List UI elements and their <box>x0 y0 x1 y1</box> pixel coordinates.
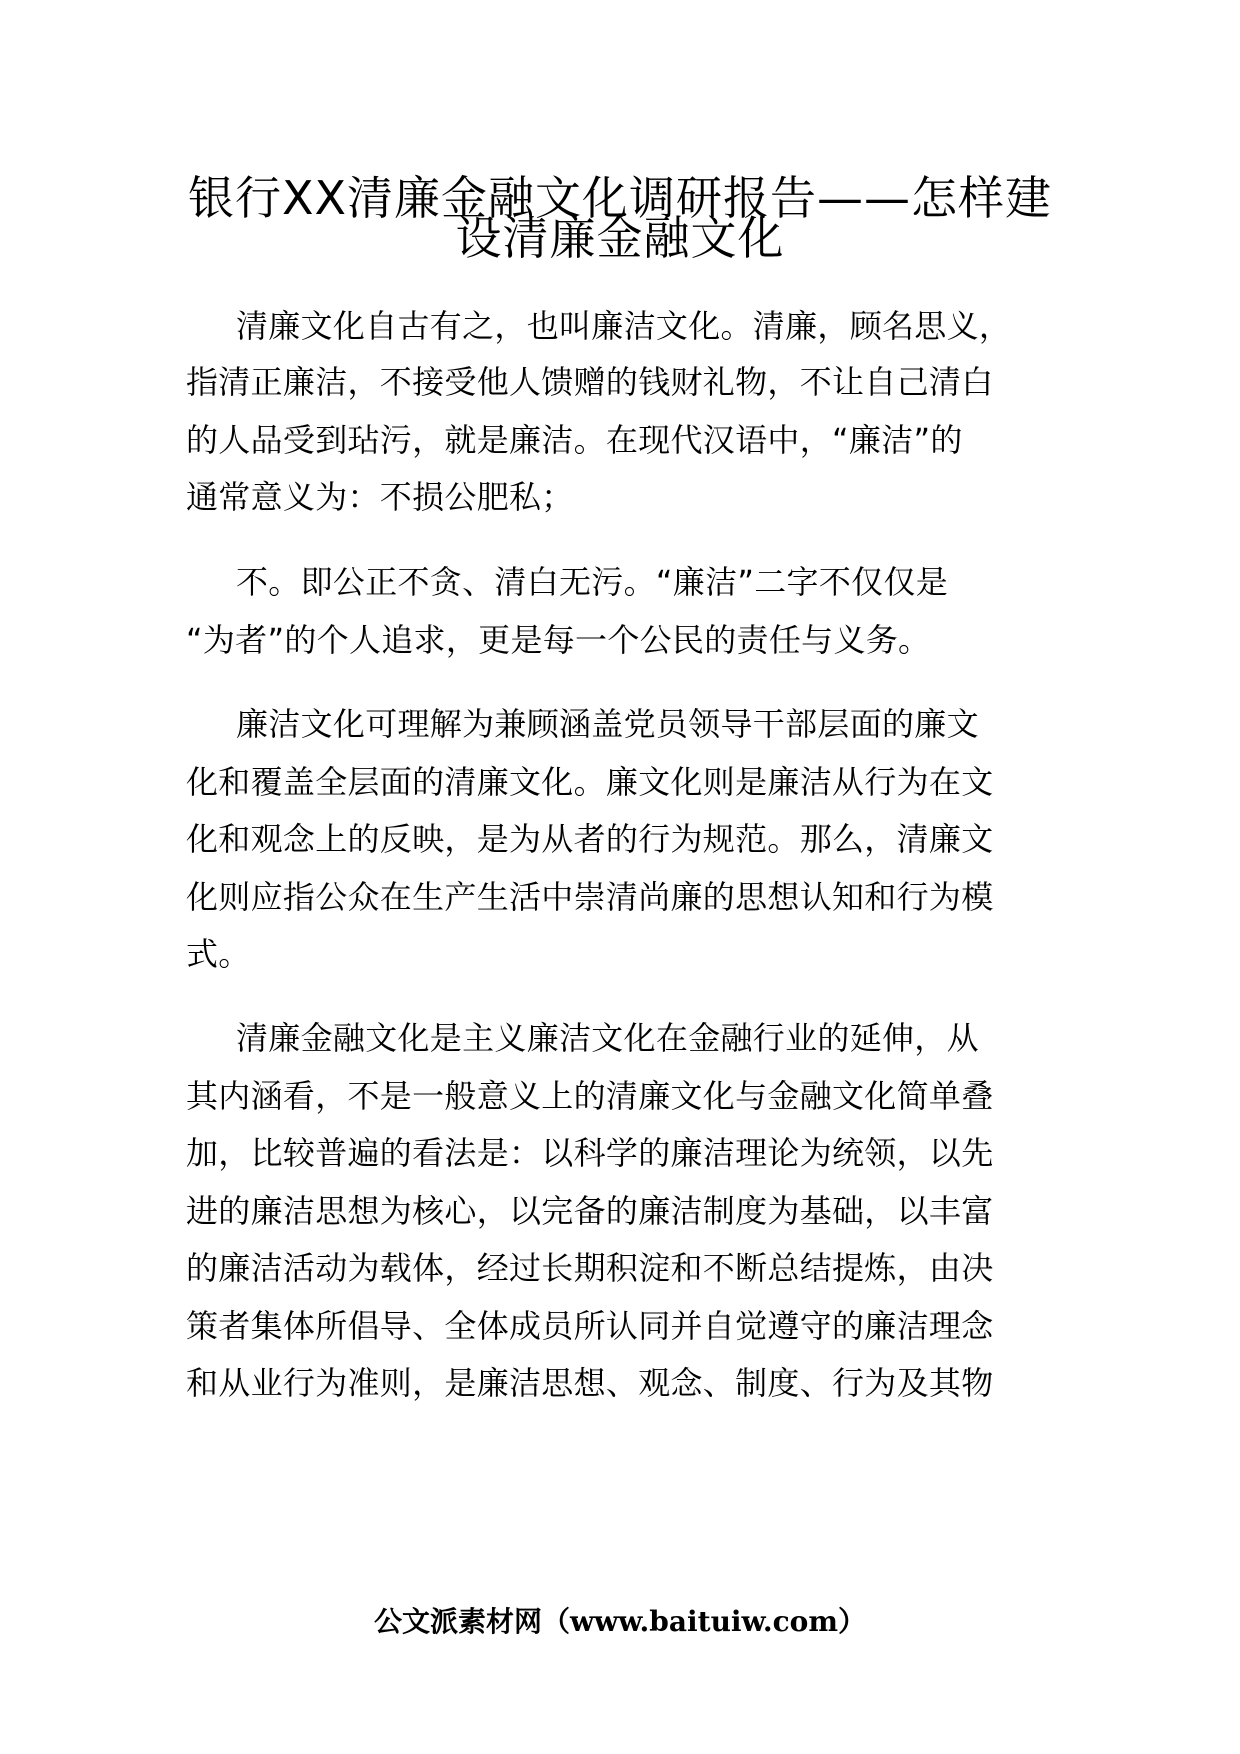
paragraph-1-line-1: 清廉文化自古有之，也叫廉洁文化。清廉，顾名思义， <box>236 307 1012 345</box>
paragraph-3-line-5: 式。 <box>186 935 251 973</box>
paragraph-4-line-1: 清廉金融文化是主义廉洁文化在金融行业的延伸，从 <box>236 1019 979 1057</box>
paragraph-4-line-2: 其内涵看，不是一般意义上的清廉文化与金融文化简单叠 <box>186 1077 994 1115</box>
paragraph-4-line-4: 进的廉洁思想为核心，以完备的廉洁制度为基础，以丰富 <box>186 1192 994 1230</box>
document-title-line-1: 银行XX清廉金融文化调研报告——怎样建 <box>187 171 1053 225</box>
paragraph-4-line-7: 和从业行为准则，是廉洁思想、观念、制度、行为及其物 <box>186 1364 994 1402</box>
paragraph-4-line-3: 加，比较普遍的看法是：以科学的廉洁理论为统领，以先 <box>186 1134 994 1172</box>
paragraph-1-line-3: 的人品受到玷污，就是廉洁。在现代汉语中，“廉洁”的 <box>186 421 963 459</box>
footer-source-text: 公文派素材网（www.baituiw.com） <box>374 1605 866 1638</box>
paragraph-4-line-5: 的廉洁活动为载体，经过长期积淀和不断总结提炼，由决 <box>186 1249 994 1287</box>
document-title-line-2: 设清廉金融文化 <box>455 211 785 265</box>
paragraph-3-line-2: 化和覆盖全层面的清廉文化。廉文化则是廉洁从行为在文 <box>186 763 994 801</box>
paragraph-2-line-2: “为者”的个人追求，更是每一个公民的责任与义务。 <box>186 621 931 659</box>
paragraph-1-line-2: 指清正廉洁，不接受他人馈赠的钱财礼物，不让自己清白 <box>186 363 994 401</box>
paragraph-4-line-6: 策者集体所倡导、全体成员所认同并自觉遵守的廉洁理念 <box>186 1307 994 1345</box>
paragraph-3-line-4: 化则应指公众在生产生活中崇清尚廉的思想认知和行为模 <box>186 878 994 916</box>
paragraph-1-line-4: 通常意义为：不损公肥私； <box>186 478 574 516</box>
paragraph-3-line-3: 化和观念上的反映，是为从者的行为规范。那么，清廉文 <box>186 820 994 858</box>
paragraph-2-line-1: 不。即公正不贪、清白无污。“廉洁”二字不仅仅是 <box>236 563 949 601</box>
paragraph-3-line-1: 廉洁文化可理解为兼顾涵盖党员领导干部层面的廉文 <box>236 705 979 743</box>
